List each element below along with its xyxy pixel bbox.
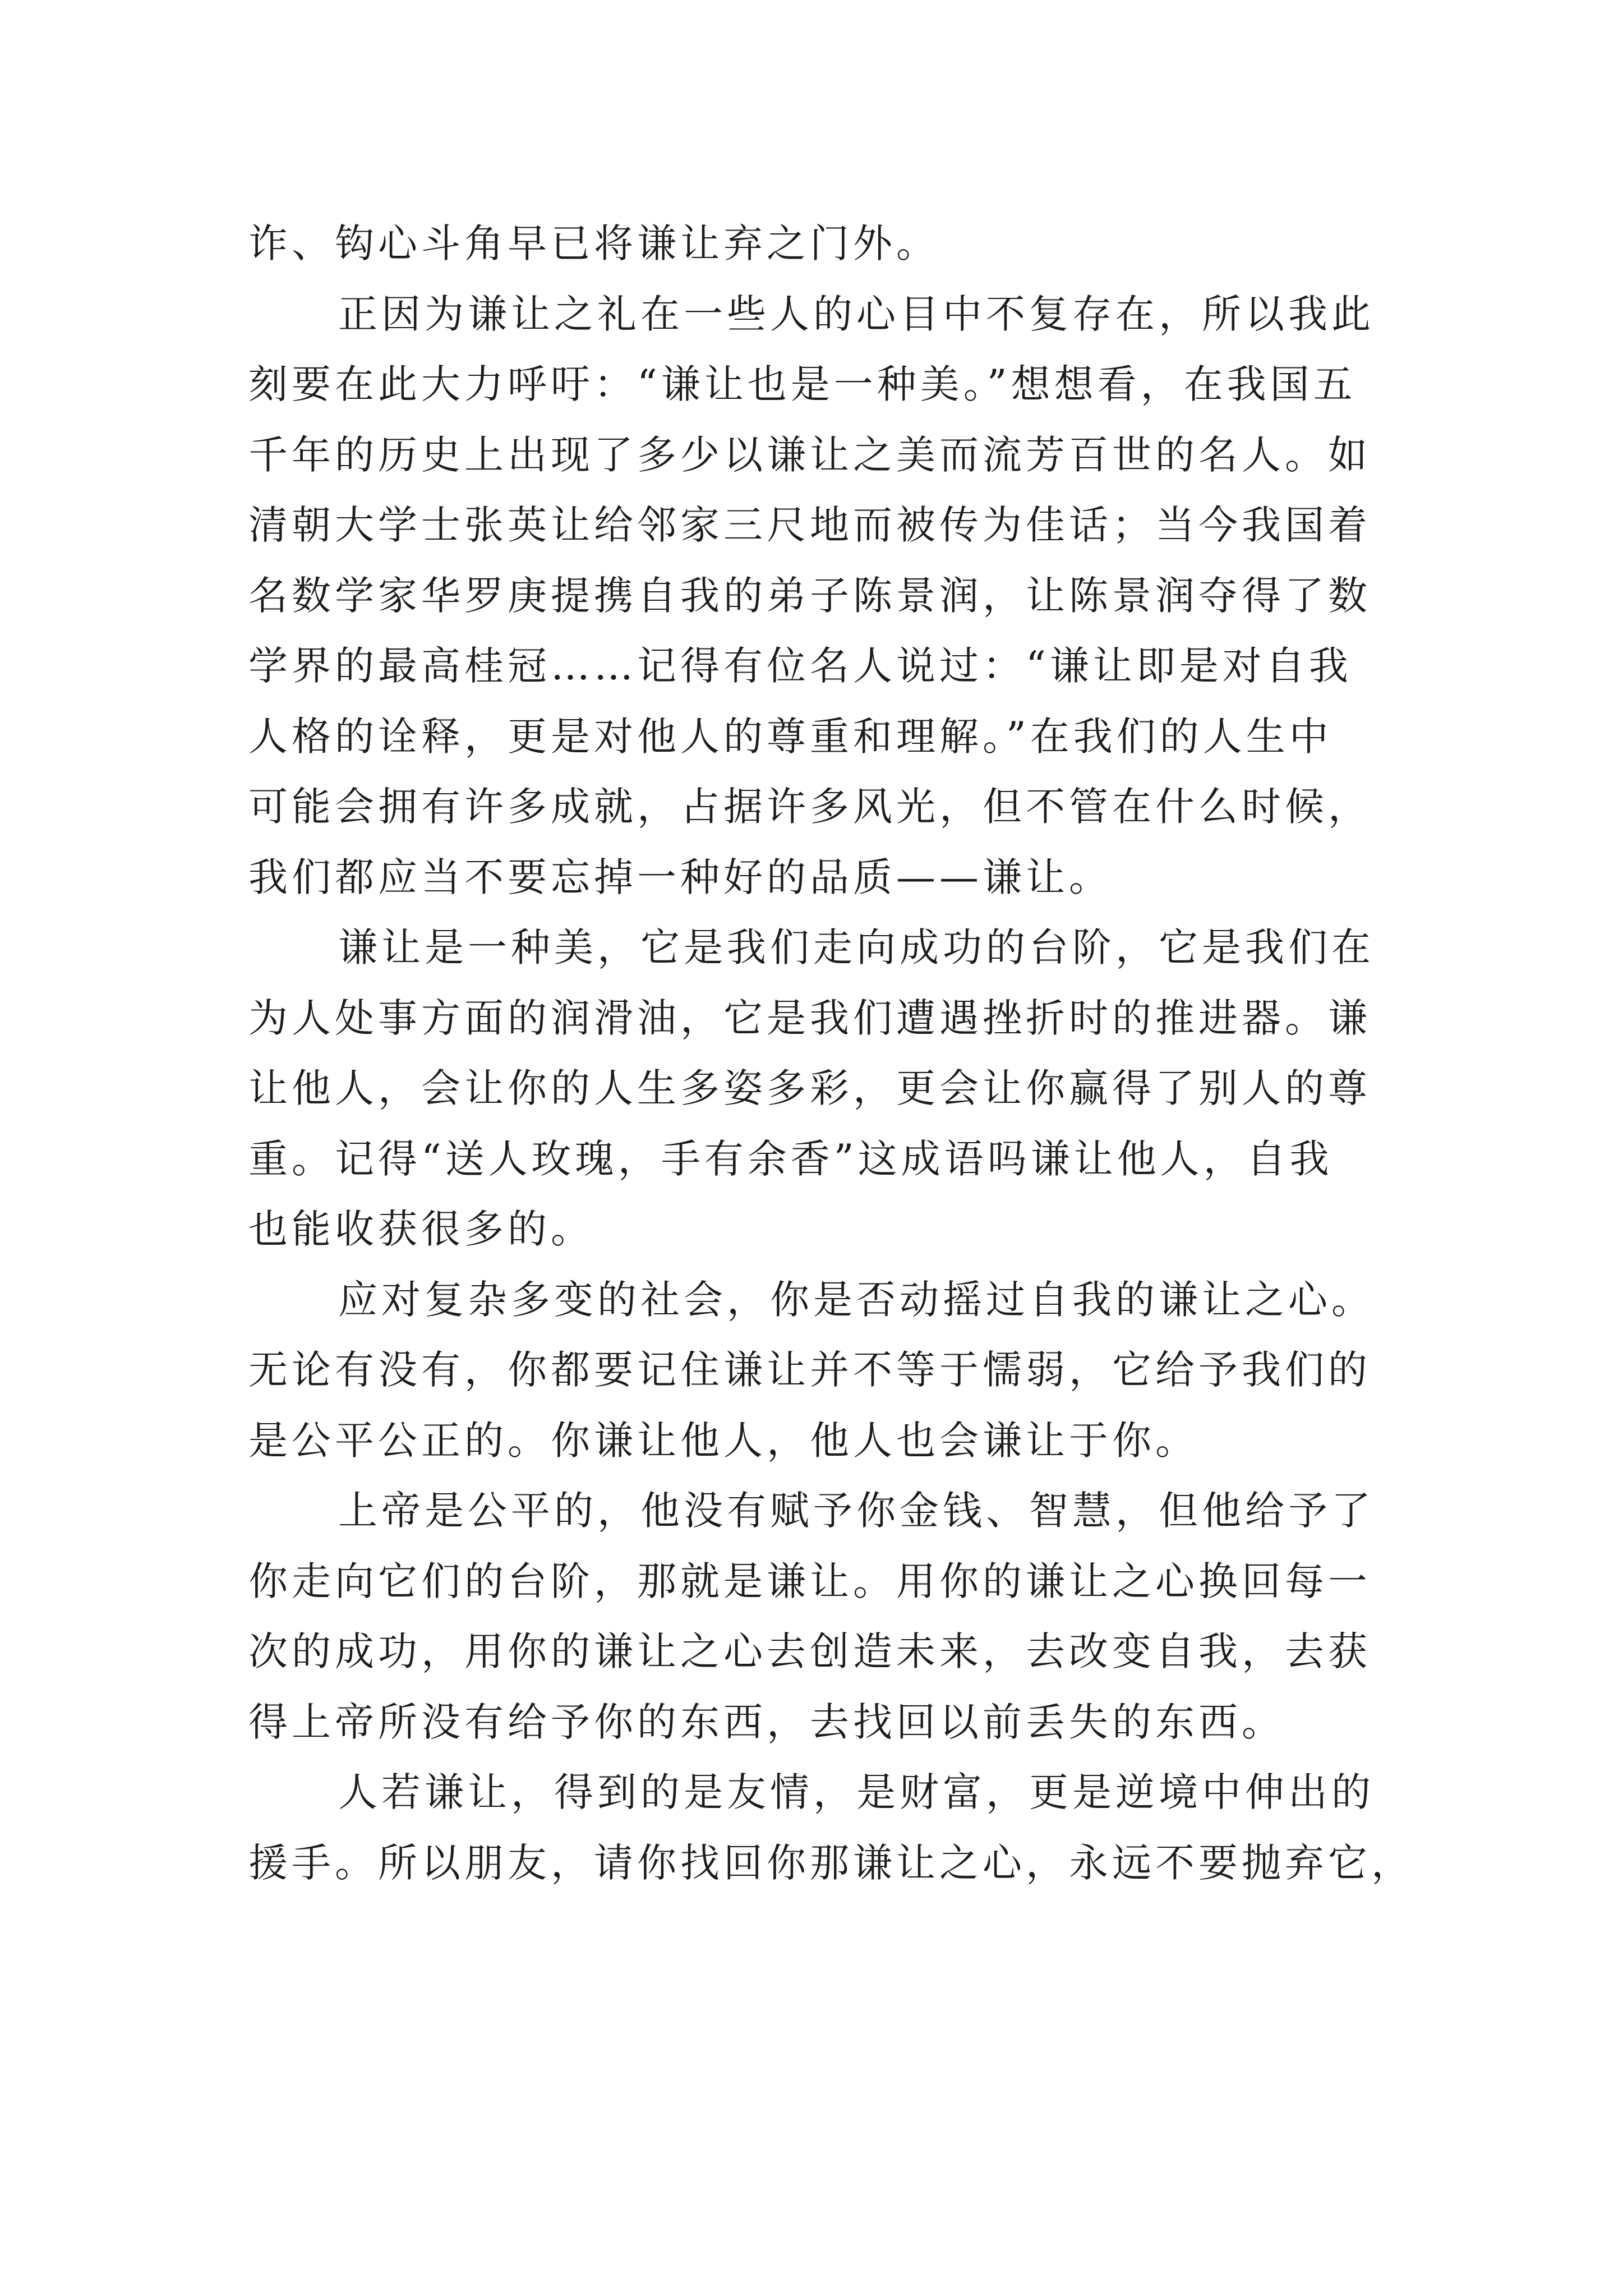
- text-line: 名数学家华罗庚提携自我的弟子陈景润，让陈景润夺得了数: [248, 572, 1371, 619]
- text-line: 也能收获很多的。: [248, 1206, 594, 1252]
- text-line: 重。记得“送人玫瑰，手有余香”这成语吗谦让他人，自我: [248, 1135, 1333, 1182]
- text-line: 学界的最高桂冠……记得有位名人说过：“谦让即是对自我: [248, 643, 1352, 689]
- text-line: 让他人，会让你的人生多姿多彩，更会让你赢得了别人的尊: [248, 1065, 1371, 1111]
- text-line: 谦让是一种美，它是我们走向成功的台阶，它是我们在: [338, 924, 1375, 970]
- text-line: 得上帝所没有给予你的东西，去找回以前丢失的东西。: [248, 1699, 1285, 1745]
- text-line: 人若谦让，得到的是友情，是财富，更是逆境中伸出的: [338, 1769, 1375, 1815]
- text-line: 是公平公正的。你谦让他人，他人也会谦让于你。: [248, 1417, 1198, 1464]
- text-line: 应对复杂多变的社会，你是否动摇过自我的谦让之心。: [338, 1276, 1375, 1323]
- text-line: 援手。所以朋友，请你找回你那谦让之心，永远不要抛弃它，: [248, 1839, 1414, 1886]
- text-line: 千年的历史上出现了多少以谦让之美而流芳百世的名人。如: [248, 431, 1371, 478]
- text-line: 你走向它们的台阶，那就是谦让。用你的谦让之心换回每一: [248, 1558, 1371, 1604]
- text-line: 刻要在此大力呼吁：“谦让也是一种美。”想想看，在我国五: [248, 361, 1357, 407]
- text-line: 人格的诠释，更是对他人的尊重和理解。”在我们的人生中: [248, 713, 1332, 760]
- text-line: 我们都应当不要忘掉一种好的品质——谦让。: [248, 854, 1112, 900]
- text-line: 清朝大学士张英让给邻家三尺地而被传为佳话；当今我国着: [248, 502, 1371, 548]
- text-line: 正因为谦让之礼在一些人的心目中不复存在，所以我此: [338, 291, 1375, 337]
- text-line: 无论有没有，你都要记住谦让并不等于懦弱，它给予我们的: [248, 1347, 1371, 1393]
- text-line: 次的成功，用你的谦让之心去创造未来，去改变自我，去获: [248, 1628, 1371, 1674]
- article-body: [248, 209, 1414, 1898]
- text-line: 为人处事方面的润滑油，它是我们遭遇挫折时的推进器。谦: [248, 995, 1371, 1041]
- text-line: 可能会拥有许多成就，占据许多风光，但不管在什么时候，: [248, 784, 1371, 830]
- text-line: 诈、钩心斗角早已将谦让弃之门外。: [248, 220, 939, 266]
- text-line: 上帝是公平的，他没有赋予你金钱、智慧，但他给予了: [338, 1488, 1375, 1534]
